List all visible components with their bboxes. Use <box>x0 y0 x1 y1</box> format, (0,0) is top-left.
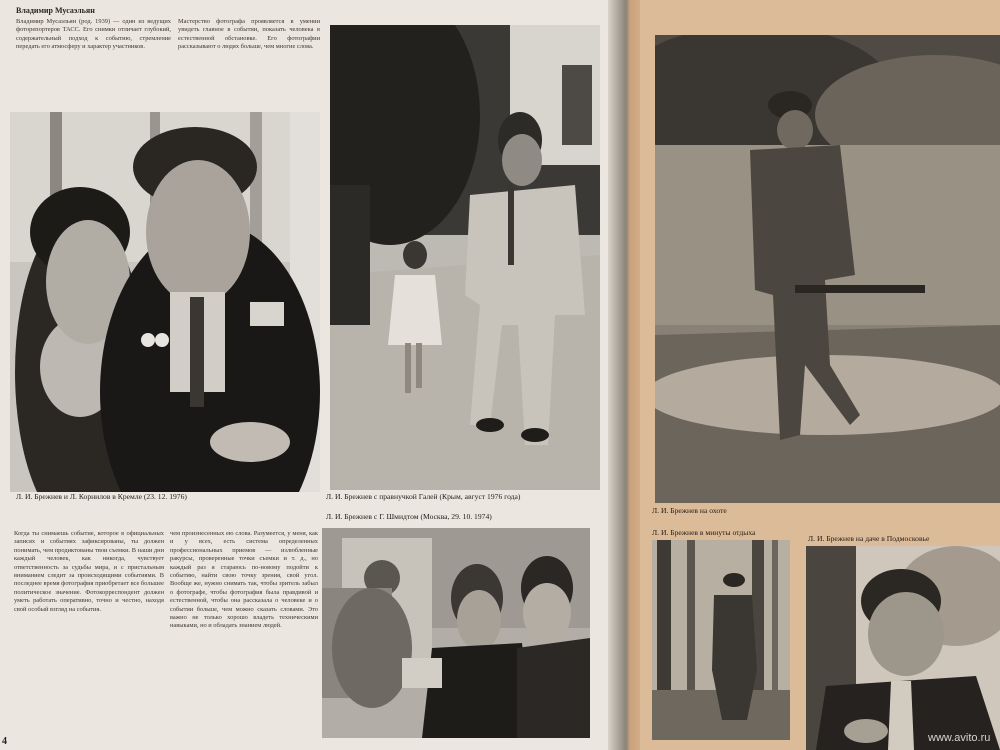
author-heading: Владимир Мусаэльян <box>16 6 95 15</box>
caption-photo-4: Л. И. Брежнев на охоте <box>652 506 727 515</box>
photo-brezhnev-kornilov <box>10 112 320 492</box>
photo-brezhnev-schmidt <box>322 528 590 738</box>
body-text-column-1: Когда ты снимаешь событие, которое в официальных записях и событиях зафиксированы, ты должен понимать, чем продиктованы твои съемки. В наши дни каждый человек, как никогда, чувствует ответственность за судьбы мира, и с пристальным вниманием следит за происходящими событиями. В последнее время фотография приобретает все большее политическое значение. Фотокорреспондент должен уметь работать оперативно, точно и честно, находя свой особый взгляд на события. <box>14 530 164 613</box>
caption-photo-1: Л. И. Брежнев и Л. Корнилов в Кремле (23. 12. 1976) <box>16 492 187 501</box>
intro-text-right: Мастерство фотографа проявляется в умении увидеть главное в событии, показать человека в естественной обстановке. Его фотографии рассказывают о людях больше, чем многие слова. <box>178 18 320 51</box>
photo-brezhnev-hunting <box>655 35 1000 503</box>
intro-text-left: Владимир Мусаэльян (род. 1939) — один из ведущих фоторепортеров ТАСС. Его снимки отличает глубокий, содержательный подход к событию, стремление передать его атмосферу и характер участников. <box>16 18 171 51</box>
page-number: 4 <box>2 736 7 747</box>
caption-photo-5: Л. И. Брежнев в минуты отдыха <box>652 528 756 537</box>
photo-brezhnev-great-granddaughter <box>330 25 600 490</box>
caption-photo-2: Л. И. Брежнев с правнучкой Галей (Крым, август 1976 года) <box>326 492 521 501</box>
watermark: www.avito.ru <box>928 732 991 744</box>
body-text-column-2: чем произнесенных ею слова. Разумеется, у меня, как и у всех, есть система определенных профессиональных приемов — излюбленные ракурсы, проверенные точки съемки и т. д., но каждый раз я стараюсь по-новому подойти к событию, найти свою точку зрения, свой угол. Вообще же, нужно снимать так, чтобы зритель забыл о фотографе, чтобы фотография была правдивой и естественной, чтобы она рассказала о человеке и о событии больше, чем можно сказать словами. Это важно не только хорошо владеть техническими навыками, но и обладать знанием людей. <box>170 530 318 630</box>
caption-photo-6: Л. И. Брежнев на даче в Подмосковье <box>808 534 930 543</box>
caption-photo-3: Л. И. Брежнев с Г. Шмидтом (Москва, 29. 10. 1974) <box>326 512 492 521</box>
photo-brezhnev-dacha <box>806 546 1000 750</box>
photo-brezhnev-resting <box>652 540 790 740</box>
